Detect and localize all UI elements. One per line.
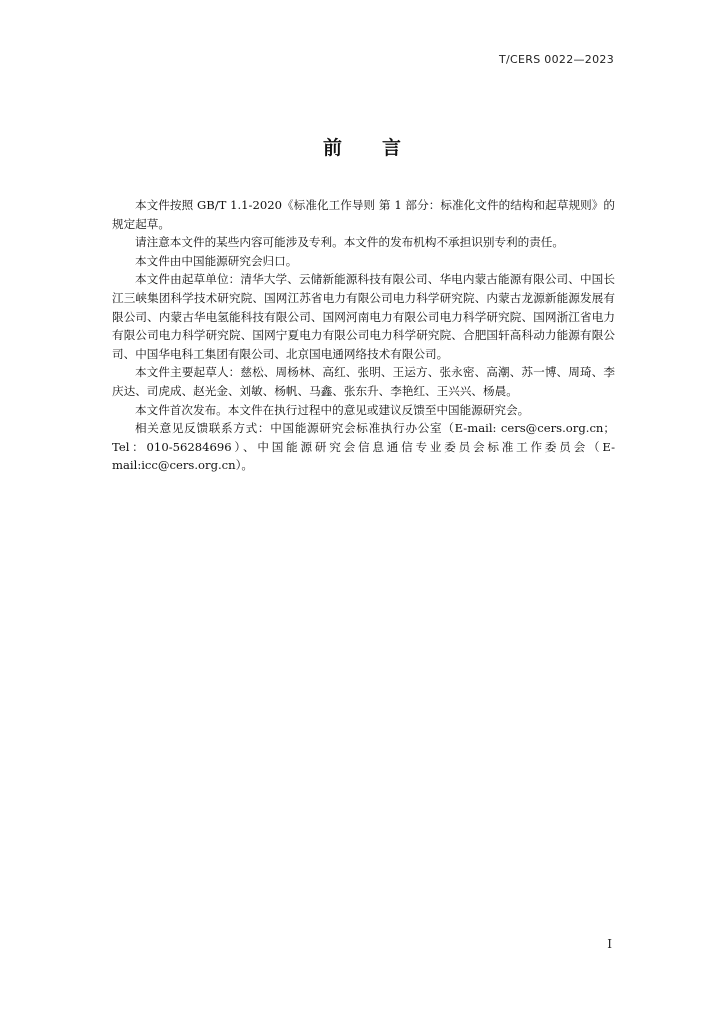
paragraph-drafting-units: 本文件由起草单位：清华大学、云储新能源科技有限公司、华电内蒙古能源有限公司、中国长江三峡集团科学技术研究院、国网江苏省电力有限公司电力科学研究院、内蒙古龙源新能源发展有限公司、内蒙古华电氢能科技有限公司、国网河南电力有限公司电力科学研究院、国网浙江省电力有限公司电力科学研究院、国网宁夏电力有限公司电力科学研究院、合肥国轩高科动力能源有限公司、中国华电科工集团有限公司、北京国电通网络技术有限公司。 xyxy=(112,272,615,361)
standard-code: T/CERS 0022—2023 xyxy=(499,53,614,66)
page-number: I xyxy=(607,937,612,951)
paragraph-patent-notice: 请注意本文件的某些内容可能涉及专利。本文件的发布机构不承担识别专利的责任。 xyxy=(135,235,564,250)
foreword-body xyxy=(112,196,615,475)
paragraph-responsible-body: 本文件由中国能源研究会归口。 xyxy=(135,253,298,268)
paragraph-first-release: 本文件首次发布。本文件在执行过程中的意见或建议反馈至中国能源研究会。 xyxy=(135,402,530,417)
page-title xyxy=(0,133,724,160)
paragraph-drafters: 本文件主要起草人：慈松、周杨林、高红、张明、王运方、张永密、高潮、苏一博、周琦、李庆达、司虎成、赵光金、刘敏、杨帆、马鑫、张东升、李艳红、王兴兴、杨晨。 xyxy=(112,365,615,398)
title-part-2: 言 xyxy=(382,137,402,159)
paragraph-contact: 相关意见反馈联系方式：中国能源研究会标准执行办公室（E-mail: cers@cers.org.cn；Tel：010-56284696）、中国能源研究会信息通信专业委员会标准工作委员会（E-mail:icc@cers.org.cn）。 xyxy=(112,421,615,473)
paragraph-drafting-rules: 本文件按照 GB/T 1.1-2020《标准化工作导则 第 1 部分：标准化文件的结构和起草规则》的规定起草。 xyxy=(112,198,615,231)
title-part-1: 前 xyxy=(322,137,342,159)
